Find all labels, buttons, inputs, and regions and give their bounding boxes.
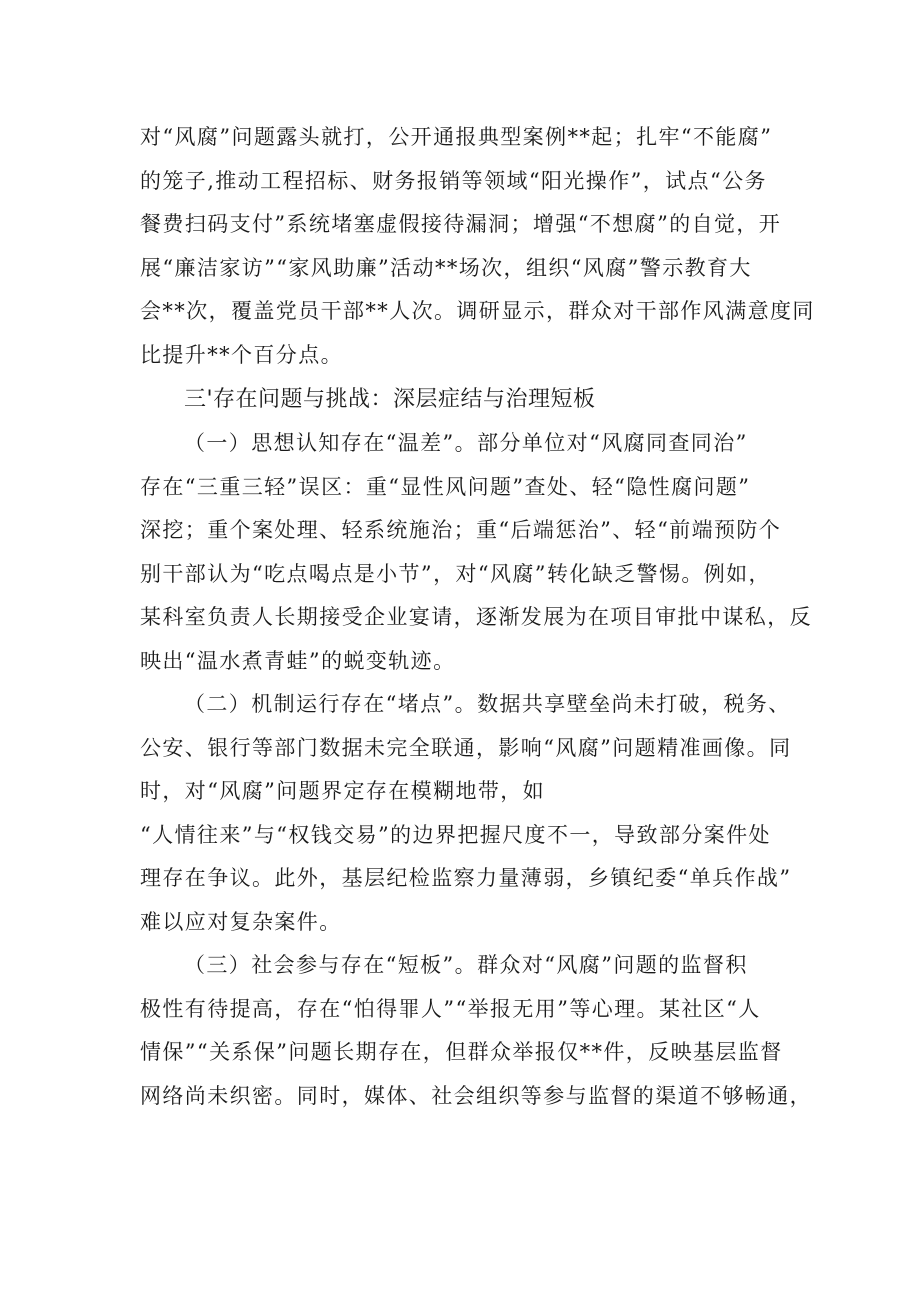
paragraph-line: 某科室负责人长期接受企业宴请，逐渐发展为在项目审批中谋私，反 — [140, 605, 812, 629]
paragraph-line: 理存在争议。此外，基层纪检监察力量薄弱，乡镇纪委“单兵作战” — [140, 866, 792, 890]
paragraph-line: 极性有待提高，存在“怕得罪人”“举报无用”等心理。某社区“人 — [140, 997, 761, 1021]
paragraph-line: （三）社会参与存在“短板”。群众对“风腐”问题的监督积 — [184, 953, 748, 977]
paragraph-line: 展“廉洁家访”“家风助廉”活动**场次，组织“风腐”警示教育大 — [140, 256, 752, 280]
paragraph-line: 别干部认为“吃点喝点是小节”，对“风腐”转化缺乏警惕。例如， — [140, 562, 771, 586]
paragraph-line: 对“风腐”问题露头就打，公开通报典型案例**起；扎牢“不能腐” — [140, 125, 773, 149]
paragraph-line: 深挖；重个案处理、轻系统施治；重“后端惩治”、轻“前端预防个 — [140, 518, 782, 542]
paragraph-line: 餐费扫码支付”系统堵塞虚假接待漏洞；增强“不想腐”的自觉，开 — [140, 212, 782, 236]
paragraph-line: “人情往来”与“权钱交易”的边界把握尺度不一，导致部分案件处 — [140, 823, 771, 847]
section-heading: 三'存在问题与挑战：深层症结与治理短板 — [184, 387, 596, 412]
paragraph-line: 难以应对复杂案件。 — [140, 910, 342, 934]
paragraph-line: 网络尚未织密。同时，媒体、社会组织等参与监督的渠道不够畅通， — [140, 1084, 812, 1108]
paragraph-line: 的笼子,推动工程招标、财务报销等领域“阳光操作”，试点“公务 — [140, 169, 767, 193]
paragraph-line: 公安、银行等部门数据未完全联通，影响“风腐”问题精准画像。同 — [140, 736, 792, 760]
paragraph-line: 存在“三重三轻”误区：重“显性风问题”查处、轻“隐性腐问题” — [140, 475, 751, 499]
paragraph-line: 会**次，覆盖党员干部**人次。调研显示，群众对干部作风满意度同 — [140, 299, 815, 323]
paragraph-line: 映出“温水煮青蛙”的蜕变轨迹。 — [140, 649, 456, 673]
paragraph-line: 时，对“风腐”问题界定存在模糊地带，如 — [140, 779, 546, 803]
paragraph-line: 情保”“关系保”问题长期存在，但群众举报仅**件，反映基层监督 — [140, 1040, 783, 1064]
paragraph-line: （二）机制运行存在“堵点”。数据共享壁垒尚未打破，税务、 — [184, 692, 791, 716]
paragraph-line: （一）思想认知存在“温差”。部分单位对“风腐同查同治” — [184, 431, 748, 455]
paragraph-line: 比提升**个百分点。 — [140, 343, 343, 367]
